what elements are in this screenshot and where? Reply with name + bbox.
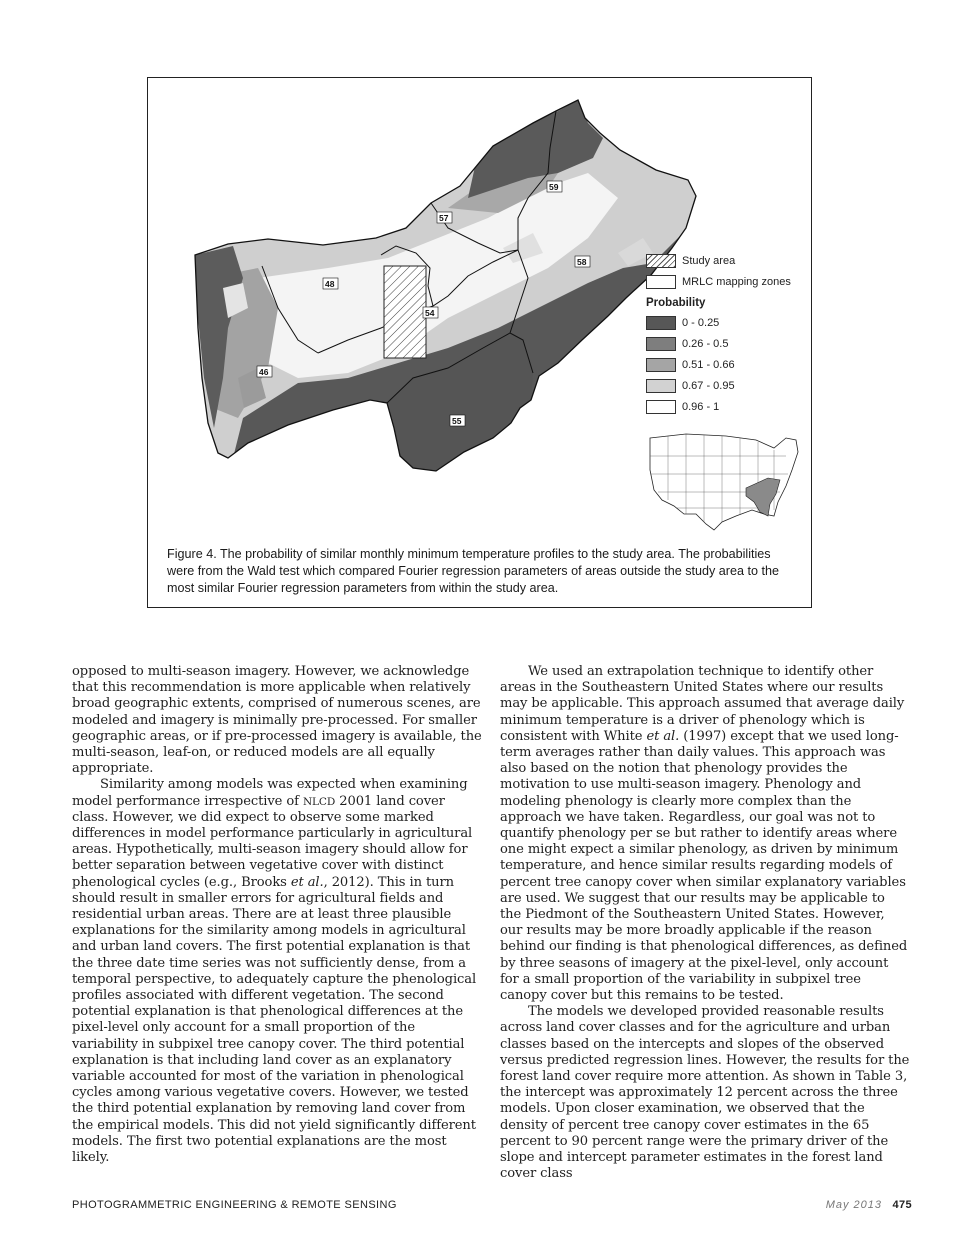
legend-label: 0.51 - 0.66 — [682, 358, 735, 371]
left-column — [72, 664, 482, 1166]
zone-label-59: 59 — [549, 182, 559, 192]
legend-mapping-zones — [646, 271, 816, 292]
mapping-zone-swatch — [646, 275, 676, 289]
paragraph: Similarity among models was expected when examining model performance irrespective of NLCD 2001 land cover class. However, we did expect to observe some marked differences in model performance particularly in agricultural areas. Hypothetically, multi-season imagery should allow for better separation between vegetative cover with distinct phenological cycles (e.g., Brooks et al., 2012). This in turn should result in smaller errors for agricultural fields and residential urban areas. There are at least three plausible explanations for the similarity among models in agricultural and urban land covers. The first potential explanation is that the three date time series was not sufficiently dense, from a temporal perspective, to adequately capture the phenological profiles associated with different vegetation. The second potential explanation is that phenological differences at the pixel-level only account for a small proportion of the variability in subpixel tree canopy cover. The third potential explanation is that including land cover as an explanatory variable accounted for most of the variation in phenological cycles among various vegetative covers. However, we tested the third potential explanation by removing land cover from the empirical models. This did not yield significantly different models. The first two potential explanations are the most likely. — [72, 777, 477, 1166]
map-legend — [646, 250, 816, 417]
page-footer — [72, 1199, 912, 1215]
paragraph: opposed to multi-season imagery. However, we acknowledge that this recommendation is more applicable when relatively broad geographic extents, comprised of numerous scenes, are modeled and imagery is minimally pre-processed. For smaller geographic areas, or if pre-processed imagery is available, the multi-season, leaf-on, or reduced models are all equally appropriate. — [72, 664, 482, 777]
zone-label-58: 58 — [577, 257, 587, 267]
legend-swatch — [646, 379, 676, 393]
legend-title: Probability — [646, 297, 706, 309]
figure-caption: Figure 4. The probability of similar monthly minimum temperature profiles to the study area. The probabilities were from the Wald test which compared Fourier regression parameters of areas outside the study area to the most similar Fourier regression parameters from within the study area. — [167, 547, 780, 595]
paragraph: We used an extrapolation technique to identify other areas in the Southeastern United States where our results may be applicable. This approach assumed that average daily minimum temperature is a driver of phenology which is consistent with White et al. (1997) except that we used long-term averages rather than daily values. This approach was also based on the notion that phenology provides the motivation to use multi-season imagery. Phenology and modeling phenology is clearly more complex than the approach we have taken. Regardless, our goal was not to quantify phenology per se but rather to identify areas where one might expect a similar phenology, as driven by minimum temperature, and hence similar results regarding models of percent tree canopy cover when similar explanatory variables are used. We suggest that our results may be applicable to the Piedmont of the Southeastern United States. However, our results may be more broadly applicable if the reason behind our finding is that phenological differences, as defined by three seasons of imagery at the pixel-level, only account for a small proportion of the variability in subpixel tree canopy cover but this remains to be tested. — [500, 664, 908, 1004]
legend-class — [646, 312, 816, 333]
page-number: 475 — [892, 1199, 912, 1211]
figure-4 — [147, 77, 812, 608]
zone-label-54: 54 — [425, 308, 435, 318]
legend-swatch — [646, 400, 676, 414]
legend-class — [646, 396, 816, 417]
us-inset-map — [650, 434, 798, 530]
legend-label: 0.67 - 0.95 — [682, 379, 735, 392]
paragraph: The models we developed provided reasonable results across land cover classes and for the agriculture and urban classes based on the intercepts and slopes of the observed versus predicted regression lines. However, the results for the forest land cover require more attention. As shown in Table 3, the intercept was approximately 12 percent across the three models. Upon closer examination, we observed that the density of percent tree canopy cover estimates in the 65 percent to 90 percent range were the primary driver of the slope and intercept parameter estimates in the forest land cover class — [500, 1004, 910, 1182]
legend-study-area — [646, 250, 816, 271]
journal-name: PHOTOGRAMMETRIC ENGINEERING & REMOTE SENSING — [72, 1199, 397, 1211]
zone-label-55: 55 — [452, 416, 462, 426]
legend-class — [646, 333, 816, 354]
issue-date: May 2013 — [825, 1199, 882, 1211]
zone-label-57: 57 — [439, 213, 449, 223]
zone-label-46: 46 — [259, 367, 269, 377]
legend-class — [646, 375, 816, 396]
legend-label: Study area — [682, 254, 736, 267]
legend-label: 0 - 0.25 — [682, 316, 720, 329]
legend-swatch — [646, 337, 676, 351]
legend-label: 0.26 - 0.5 — [682, 337, 729, 350]
zone-label-48: 48 — [325, 279, 335, 289]
legend-class — [646, 354, 816, 375]
right-column — [500, 664, 910, 1183]
legend-swatch — [646, 358, 676, 372]
study-area-swatch — [646, 254, 676, 268]
legend-swatch — [646, 316, 676, 330]
nlcd-abbrev: NLCD — [302, 795, 336, 808]
legend-label: 0.96 - 1 — [682, 400, 720, 413]
legend-label: MRLC mapping zones — [682, 275, 791, 288]
